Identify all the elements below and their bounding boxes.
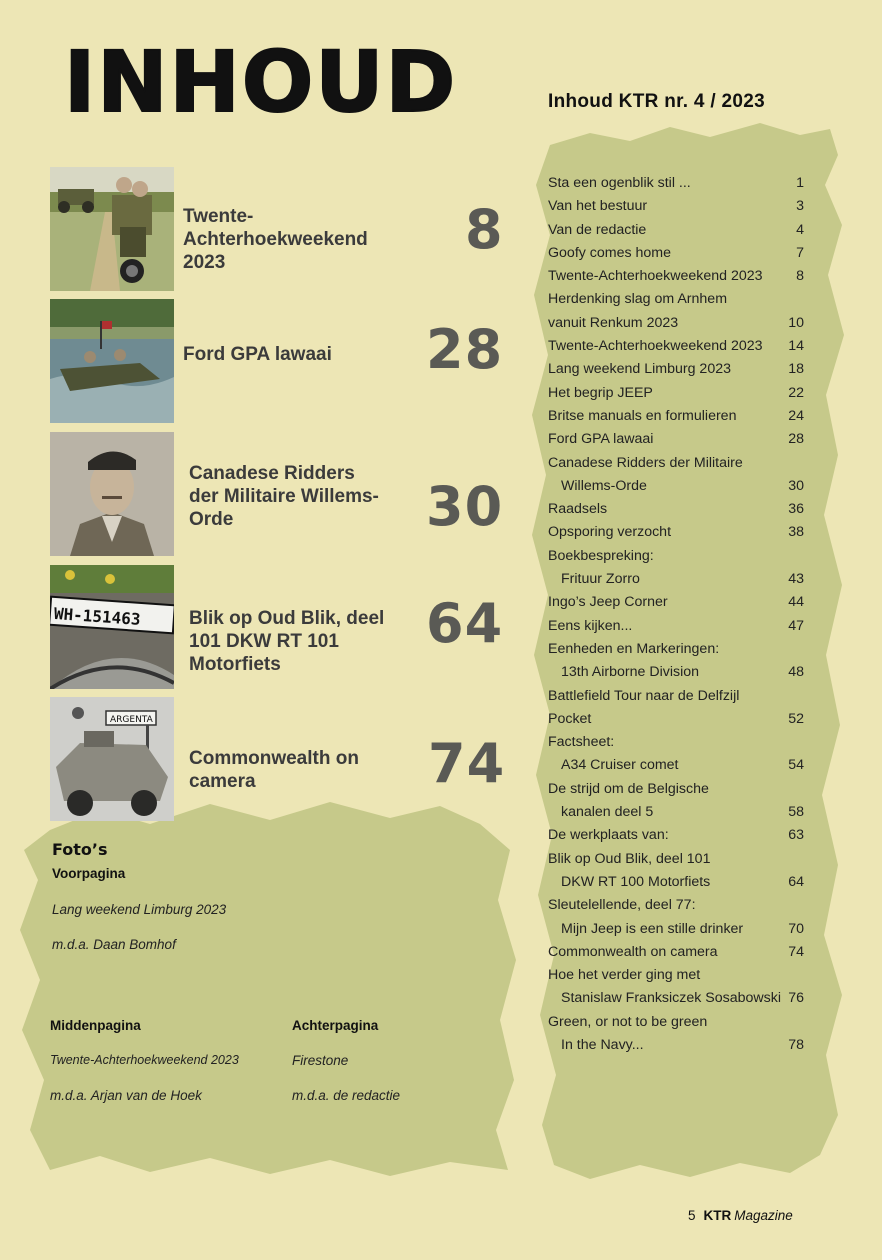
toc-entry[interactable]	[548, 1034, 810, 1057]
toc-entry[interactable]	[548, 219, 810, 242]
toc-entry-page: 48	[788, 664, 804, 681]
toc-entry-title: Eens kijken...	[548, 617, 633, 634]
toc-entry-title: 13th Airborne Division	[561, 664, 700, 681]
toc-entry-title: vanuit Renkum 2023	[548, 314, 679, 331]
toc-entry-page: 43	[788, 571, 804, 588]
toc-entry[interactable]	[548, 195, 810, 218]
feature-page-number: 64	[426, 592, 504, 655]
toc-entry-title: Boekbespreking:	[548, 547, 654, 564]
toc-entry[interactable]	[548, 382, 810, 405]
table-of-contents	[548, 172, 810, 1057]
toc-entry-title: Twente-Achterhoekweekend 2023	[548, 338, 763, 355]
toc-entry-page: 3	[796, 198, 804, 215]
back-cover-credit: m.d.a. de redactie	[292, 1088, 401, 1103]
toc-entry-page: 18	[788, 361, 804, 378]
toc-entry-page: 4	[796, 221, 804, 238]
motorcycle-photo	[50, 167, 174, 291]
feature-page-number: 74	[428, 732, 506, 795]
toc-entry-title: Herdenking slag om Arnhem	[548, 291, 728, 308]
toc-entry-title: Raadsels	[548, 501, 608, 518]
toc-entry-title: Twente-Achterhoekweekend 2023	[548, 268, 763, 285]
toc-entry-page: 36	[788, 501, 804, 518]
toc-entry-page: 8	[796, 268, 804, 285]
toc-entry-page: 14	[788, 338, 804, 355]
license-plate-text: WH-151463	[53, 603, 142, 629]
feature-twente[interactable]	[50, 167, 510, 291]
toc-entry[interactable]	[548, 358, 810, 381]
toc-entry-title: Sleutelellende, deel 77:	[548, 897, 696, 914]
feature-canadese-ridders[interactable]	[50, 432, 510, 556]
footer-page-number: 5	[688, 1208, 696, 1223]
toc-entry-title: kanalen deel 5	[561, 804, 654, 821]
license-plate-photo	[50, 565, 174, 689]
toc-entry-title: Het begrip JEEP	[548, 384, 653, 401]
fotos-heading: Foto’s	[52, 840, 108, 859]
toc-entry[interactable]	[548, 242, 810, 265]
middle-page-label: Middenpagina	[50, 1018, 141, 1033]
feature-title-line: Twente-	[183, 206, 254, 227]
toc-entry[interactable]	[548, 778, 810, 801]
toc-entry-title: Factsheet:	[548, 734, 615, 751]
toc-entry-title: Frituur Zorro	[561, 571, 640, 588]
feature-title	[189, 462, 379, 531]
toc-entry-page: 1	[796, 175, 804, 191]
feature-title-line: der Militaire Willems-	[189, 486, 379, 507]
middle-page-caption: Twente-Achterhoekweekend 2023	[50, 1053, 239, 1067]
toc-entry-title: Commonwealth on camera	[548, 943, 718, 960]
feature-page-number: 30	[426, 475, 504, 538]
front-cover-credit: m.d.a. Daan Bomhof	[52, 937, 176, 952]
feature-commonwealth-on-camera[interactable]	[50, 697, 510, 821]
feature-page-number: 8	[465, 198, 504, 261]
footer-brand: KTR	[703, 1208, 732, 1223]
toc-entry-title: Green, or not to be green	[548, 1013, 708, 1030]
toc-entry-page: 78	[788, 1036, 804, 1053]
toc-entry-page: 44	[788, 594, 804, 611]
toc-entry-title: Van de redactie	[548, 221, 647, 238]
toc-entry[interactable]	[548, 824, 810, 847]
toc-entry[interactable]	[548, 288, 810, 311]
toc-entry-title: Van het bestuur	[548, 198, 648, 215]
toc-entry-page: 54	[788, 757, 804, 774]
toc-entry-page: 7	[796, 244, 804, 261]
toc-entry-title: Lang weekend Limburg 2023	[548, 361, 731, 378]
toc-entry[interactable]	[548, 754, 810, 777]
toc-entry[interactable]	[548, 521, 810, 544]
feature-page-number: 28	[426, 318, 504, 381]
feature-title-line: 2023	[183, 252, 226, 273]
toc-entry[interactable]	[548, 871, 810, 894]
feature-title-line: Commonwealth on	[189, 748, 359, 769]
toc-entry-title: Ford GPA lawaai	[548, 431, 654, 448]
toc-entry[interactable]	[548, 918, 810, 941]
toc-entry-title: A34 Cruiser comet	[561, 757, 679, 774]
toc-entry-page: 47	[788, 617, 804, 634]
toc-entry[interactable]	[548, 335, 810, 358]
toc-entry[interactable]	[548, 661, 810, 684]
feature-title-line: 101 DKW RT 101	[189, 631, 339, 652]
feature-title-line: Orde	[189, 509, 234, 530]
toc-entry-title: Sta een ogenblik stil ...	[548, 175, 691, 191]
toc-entry-page: 38	[788, 524, 804, 541]
toc-entry[interactable]	[548, 428, 810, 451]
toc-entry-title: De strijd om de Belgische	[548, 780, 709, 797]
toc-entry-title: Canadese Ridders der Militaire	[548, 454, 743, 471]
back-cover-label: Achterpagina	[292, 1018, 379, 1033]
toc-entry-title: Hoe het verder ging met	[548, 967, 701, 984]
toc-entry[interactable]	[548, 731, 810, 754]
toc-entry-page: 64	[788, 873, 804, 890]
feature-title-line: Ford GPA lawaai	[183, 344, 332, 365]
toc-entry[interactable]	[548, 685, 810, 708]
toc-entry-title: Mijn Jeep is een stille drinker	[561, 920, 744, 937]
issue-subtitle: Inhoud KTR nr. 4 / 2023	[548, 91, 765, 112]
toc-entry-page: 52	[788, 710, 804, 727]
road-sign-text: ARGENTA	[110, 715, 153, 725]
toc-entry-page: 63	[788, 827, 804, 844]
toc-entry[interactable]	[548, 405, 810, 428]
toc-entry-page: 30	[788, 477, 804, 494]
toc-entry[interactable]	[548, 591, 810, 614]
toc-entry-title: Pocket	[548, 710, 592, 727]
toc-entry-title: In the Navy...	[561, 1036, 644, 1053]
toc-entry-page: 74	[788, 943, 804, 960]
feature-title	[183, 205, 368, 274]
toc-entry-page: 28	[788, 431, 804, 448]
toc-entry[interactable]	[548, 801, 810, 824]
officer-portrait-photo	[50, 432, 174, 556]
toc-entry[interactable]	[548, 894, 810, 917]
feature-title	[183, 343, 332, 366]
toc-entry[interactable]	[548, 1011, 810, 1034]
toc-entry[interactable]	[548, 475, 810, 498]
front-cover-label: Voorpagina	[52, 866, 126, 881]
feature-title	[189, 607, 384, 676]
toc-entry-title: Battlefield Tour naar de Delfzijl	[548, 687, 740, 704]
page-footer	[688, 1208, 793, 1223]
toc-entry[interactable]	[548, 568, 810, 591]
toc-entry[interactable]	[548, 941, 810, 964]
toc-entry[interactable]	[548, 172, 810, 195]
footer-brand-suffix: Magazine	[734, 1208, 793, 1223]
toc-entry[interactable]	[548, 987, 810, 1010]
toc-entry-title: Eenheden en Markeringen:	[548, 640, 720, 657]
toc-entry-title: DKW RT 100 Motorfiets	[561, 873, 711, 890]
toc-entry-title: Goofy comes home	[548, 244, 672, 261]
feature-title	[189, 747, 359, 793]
toc-entry[interactable]	[548, 498, 810, 521]
toc-entry[interactable]	[548, 312, 810, 335]
feature-blik-op-oud-blik[interactable]	[50, 565, 510, 689]
middle-page-credit: m.d.a. Arjan van de Hoek	[50, 1088, 202, 1103]
toc-entry[interactable]	[548, 545, 810, 568]
page-title: INHOUD	[64, 33, 458, 131]
toc-entry-title: Blik op Oud Blik, deel 101	[548, 850, 711, 867]
toc-entry-title: Ingo’s Jeep Corner	[548, 594, 668, 611]
toc-entry[interactable]	[548, 452, 810, 475]
amphibious-vehicle-photo	[50, 299, 174, 423]
toc-entry[interactable]	[548, 638, 810, 661]
back-cover-caption: Firestone	[292, 1053, 349, 1068]
feature-title-line: Motorfiets	[189, 654, 281, 675]
toc-entry-page: 76	[788, 990, 804, 1007]
toc-entry-title: Britse manuals en formulieren	[548, 407, 737, 424]
toc-entry-title: Stanislaw Franksiczek Sosabowski	[561, 990, 781, 1007]
toc-entry-title: Willems-Orde	[561, 477, 647, 494]
feature-ford-gpa[interactable]	[50, 299, 510, 423]
toc-entry[interactable]	[548, 265, 810, 288]
toc-entry-page: 58	[788, 804, 804, 821]
toc-entry-title: De werkplaats van:	[548, 827, 669, 844]
toc-entry[interactable]	[548, 964, 810, 987]
feature-title-line: Achterhoekweekend	[183, 229, 368, 250]
feature-title-line: camera	[189, 771, 256, 792]
feature-title-line: Canadese Ridders	[189, 463, 355, 484]
toc-entry-page: 22	[788, 384, 804, 401]
front-cover-caption: Lang weekend Limburg 2023	[52, 902, 227, 917]
armoured-car-photo	[50, 697, 174, 821]
toc-entry-page: 70	[788, 920, 804, 937]
toc-entry[interactable]	[548, 848, 810, 871]
feature-title-line: Blik op Oud Blik, deel	[189, 608, 385, 629]
toc-entry[interactable]	[548, 708, 810, 731]
toc-entry[interactable]	[548, 615, 810, 638]
toc-entry-title: Opsporing verzocht	[548, 524, 672, 541]
toc-entry-page: 24	[788, 407, 804, 424]
toc-entry-page: 10	[788, 314, 804, 331]
